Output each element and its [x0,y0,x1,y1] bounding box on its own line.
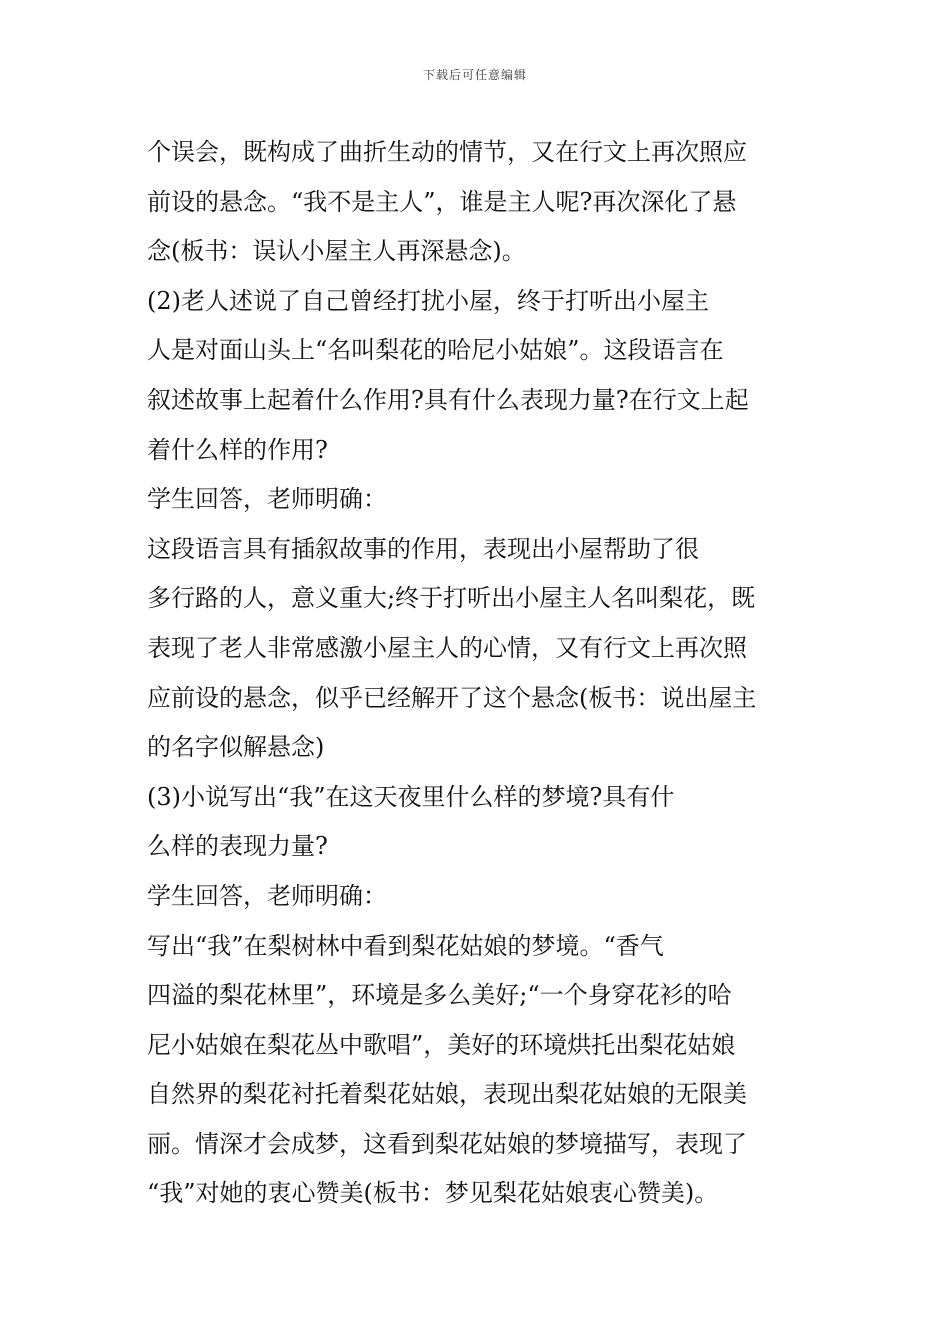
text-line: 么样的表现力量? [147,832,328,861]
page-header: 下载后可任意编辑 [422,68,527,82]
text-line: 丽。情深才会成梦，这看到梨花姑娘的梦境描写，表现了 [147,1129,747,1158]
text-line: 表现了老人非常感激小屋主人的心情，又有行文上再次照 [147,633,747,662]
text-line: 前设的悬念。“我不是主人”，谁是主人呢?再次深化了悬 [147,187,737,216]
text-line: 叙述故事上起着什么作用?具有什么表现力量?在行文上起 [147,385,749,414]
body-text [147,128,811,1219]
text-line: 着什么样的作用? [147,435,328,464]
text-line: “我”对她的衷心赞美(板书：梦见梨花姑娘衷心赞美)。 [147,1179,719,1208]
text-line: (2)老人述说了自己曾经打扰小屋，终于打听出小屋主 [147,286,709,315]
text-line: 自然界的梨花衬托着梨花姑娘，表现出梨花姑娘的无限美 [147,1080,747,1109]
text-line: 应前设的悬念，似乎已经解开了这个悬念(板书：说出屋主 [147,683,757,712]
text-line: 多行路的人，意义重大;终于打听出小屋主人名叫梨花，既 [147,584,756,613]
text-line: 这段语言具有插叙故事的作用，表现出小屋帮助了很 [147,534,699,563]
text-line: 的名字似解悬念) [147,733,325,762]
text-line: 四溢的梨花林里”，环境是多么美好;“一个身穿花衫的哈 [147,981,732,1010]
text-line: 尼小姑娘在梨花丛中歌唱”，美好的环境烘托出梨花姑娘 [147,1030,736,1059]
text-line: 人是对面山头上“名叫梨花的哈尼小姑娘”。这段语言在 [147,336,724,365]
text-line: (3)小说写出“我”在这天夜里什么样的梦境?具有什 [147,782,675,811]
text-line: 写出“我”在梨树林中看到梨花姑娘的梦境。“香气 [147,931,664,960]
text-line: 个误会，既构成了曲折生动的情节，又在行文上再次照应 [147,138,747,166]
text-line: 学生回答，老师明确： [147,881,387,910]
text-line: 念(板书：误认小屋主人再深悬念)。 [147,237,526,266]
text-line: 学生回答，老师明确： [147,485,387,514]
